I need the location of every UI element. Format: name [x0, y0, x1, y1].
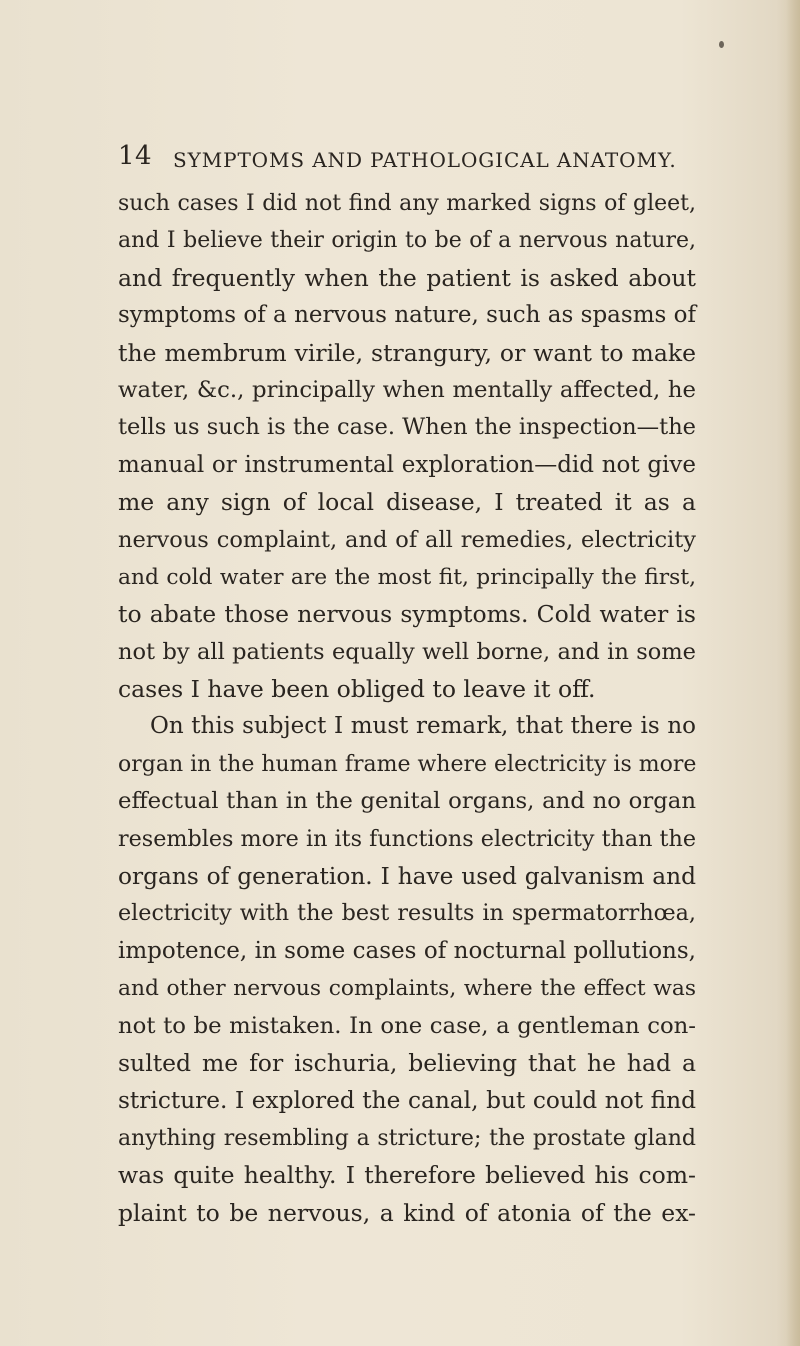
- text-line: organs of generation. I have used galvanism and: [118, 863, 696, 891]
- text-line: and other nervous complaints, where the effect was: [118, 976, 696, 1002]
- paragraph-start-line: On this subject I must remark, that there is no: [150, 713, 696, 740]
- text-line: such cases I did not find any marked signs of gleet,: [118, 191, 696, 216]
- text-line: me any sign of local disease, I treated it as a: [118, 488, 696, 517]
- text-line: sulted me for ischuria, believing that he had a: [118, 1048, 696, 1077]
- text-line: not by all patients equally well borne, and in some: [118, 638, 696, 665]
- text-line: organ in the human frame where electricity is more: [118, 751, 697, 777]
- text-line: resembles more in its functions electricity than the: [118, 825, 696, 852]
- text-line: nervous complaint, and of all remedies, electricity: [118, 526, 696, 553]
- text-line: was quite healthy. I therefore believed his com-: [118, 1161, 696, 1190]
- text-line: plaint to be nervous, a kind of atonia of the ex-: [118, 1198, 696, 1227]
- paragraph-end-line: cases I have been obliged to leave it off.: [118, 675, 596, 704]
- text-line: electricity with the best results in spermatorrhœa,: [118, 900, 696, 927]
- page-edge-shadow: [786, 0, 800, 1346]
- text-line: manual or instrumental exploration—did not give: [118, 451, 696, 478]
- text-line: impotence, in some cases of nocturnal pollutions,: [118, 937, 696, 964]
- text-line: water, &c., principally when mentally affected, he: [118, 376, 696, 403]
- text-line: and I believe their origin to be of a nervous nature,: [118, 228, 696, 254]
- text-line: and frequently when the patient is asked about: [118, 263, 696, 292]
- text-line: and cold water are the most fit, principally the first,: [118, 564, 696, 590]
- body-text: [118, 185, 696, 1232]
- ink-speck: [719, 41, 724, 48]
- text-line: symptoms of a nervous nature, such as spasms of: [118, 302, 696, 329]
- text-line: tells us such is the case. When the inspection—the: [118, 414, 696, 441]
- running-title: SYMPTOMS AND PATHOLOGICAL ANATOMY.: [173, 148, 677, 172]
- text-line: anything resembling a stricture; the prostate gland: [118, 1125, 696, 1151]
- text-line: not to be mistaken. In one case, a gentleman con-: [118, 1012, 696, 1039]
- page-header: [118, 141, 677, 181]
- text-line: stricture. I explored the canal, but could not find: [118, 1087, 696, 1115]
- text-line: the membrum virile, strangury, or want to make: [118, 338, 696, 367]
- page-number: 14: [118, 141, 152, 171]
- text-line: to abate those nervous symptoms. Cold water is: [118, 600, 696, 629]
- text-line: effectual than in the genital organs, and no organ: [118, 788, 696, 815]
